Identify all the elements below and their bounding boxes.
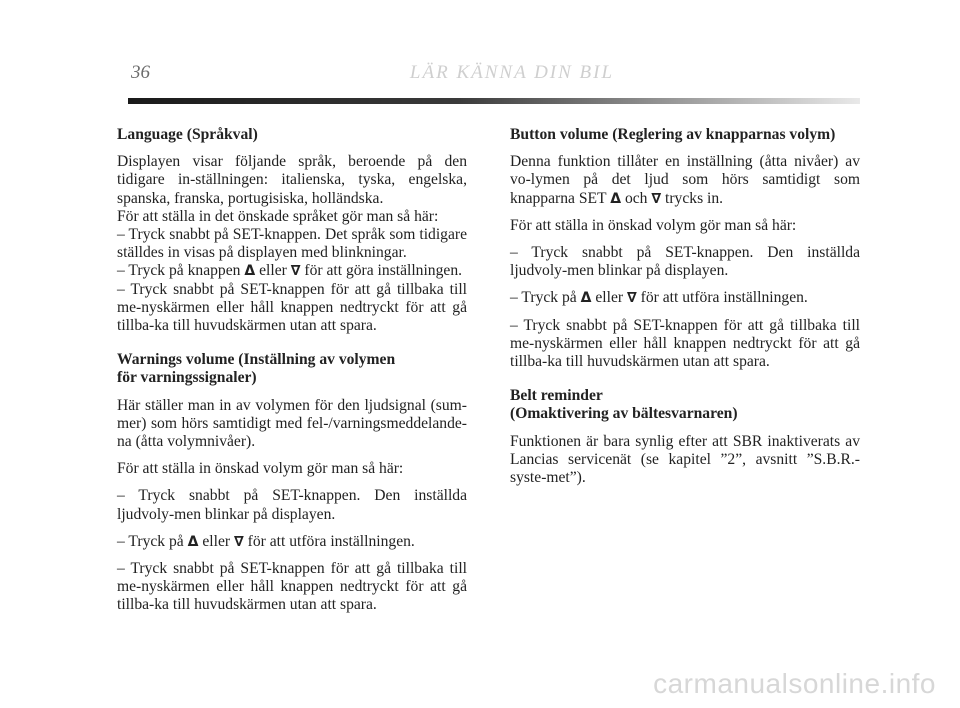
belt-reminder-section [510,387,860,487]
button-volume-para: Denna funktion tillåter en inställning (åtta nivåer) av vo-lymen på det ljud som hörs samtidigt som knapparna SET Δ och ∇ trycks in. [510,153,860,207]
button-volume-step-set: – Tryck snabbt på SET-knappen. Den inställda ljudvoly-men blinkar på displayen. [510,244,860,280]
belt-reminder-para: Funktionen är bara synlig efter att SBR inaktiverats av Lancias servicenät (se kapitel ”2”, avsnitt ”S.B.R.-syste-met”). [510,432,860,487]
left-column [117,126,467,624]
language-howto: För att ställa in det önskade språket gör man så här: [117,207,439,225]
warnings-section [117,351,467,614]
warnings-howto: För att ställa in önskad volym gör man så här: [117,460,404,478]
language-step-press: – Tryck på knappen Δ eller ∇ för att göra inställningen. [117,262,463,280]
down-triangle-icon: ∇ [626,290,637,307]
watermark: carmanualsonline.info [653,668,936,699]
warnings-step-press: – Tryck på Δ eller ∇ för att utföra inställningen. [117,532,415,550]
down-triangle-icon: ∇ [233,533,244,550]
warnings-step-set: – Tryck snabbt på SET-knappen. Den inställda ljudvoly-men blinkar på displayen. [117,487,467,523]
down-triangle-icon: ∇ [290,263,301,280]
up-triangle-icon: Δ [610,190,622,207]
page-header-title: LÄR KÄNNA DIN BIL [409,62,615,83]
button-volume-step-press: – Tryck på Δ eller ∇ för att utföra inställningen. [510,289,808,307]
warnings-heading: Warnings volume (Inställning av volymen för varningssignaler) [117,351,396,387]
belt-reminder-heading: Belt reminder (Omaktivering av bältesvarnaren) [510,387,738,423]
language-heading: Language (Språkval) [117,126,258,143]
up-triangle-icon: Δ [580,290,592,307]
page-number: 36 [131,62,150,83]
language-step-back: – Tryck snabbt på SET-knappen för att gå tillbaka till me-nyskärmen eller håll knappen nedtryckt för att gå tillba-ka till huvudskärmen utan att spara. [117,280,467,335]
up-triangle-icon: Δ [244,263,256,280]
down-triangle-icon: ∇ [651,190,662,207]
button-volume-section [510,126,860,371]
button-volume-howto: För att ställa in önskad volym gör man så här: [510,216,797,234]
button-volume-step-back: – Tryck snabbt på SET-knappen för att gå tillbaka till me-nyskärmen eller håll knappen nedtryckt för att gå tillba-ka till huvudskärmen utan att spara. [510,316,860,371]
language-para: Displayen visar följande språk, beroende på den tidigare in-ställningen: italienska, tyska, engelska, spanska, franska, portugisiska, holländska. [117,153,467,207]
language-step-set: – Tryck snabbt på SET-knappen. Det språk som tidigare ställdes in visas på displayen med blinkningar. [117,226,467,262]
language-text [117,153,467,335]
right-column [510,126,860,496]
warnings-step-back: – Tryck snabbt på SET-knappen för att gå tillbaka till me-nyskärmen eller håll knappen nedtryckt för att gå tillba-ka till huvudskärmen utan att spara. [117,560,467,614]
up-triangle-icon: Δ [187,533,199,550]
warnings-para: Här ställer man in av volymen för den ljudsignal (sum-mer) som hörs samtidigt med fel-/varningsmeddelande-na (åtta volymnivåer). [117,396,467,451]
button-volume-heading: Button volume (Reglering av knapparnas volym) [510,126,836,143]
header-rule [128,98,860,104]
language-section [117,126,467,335]
